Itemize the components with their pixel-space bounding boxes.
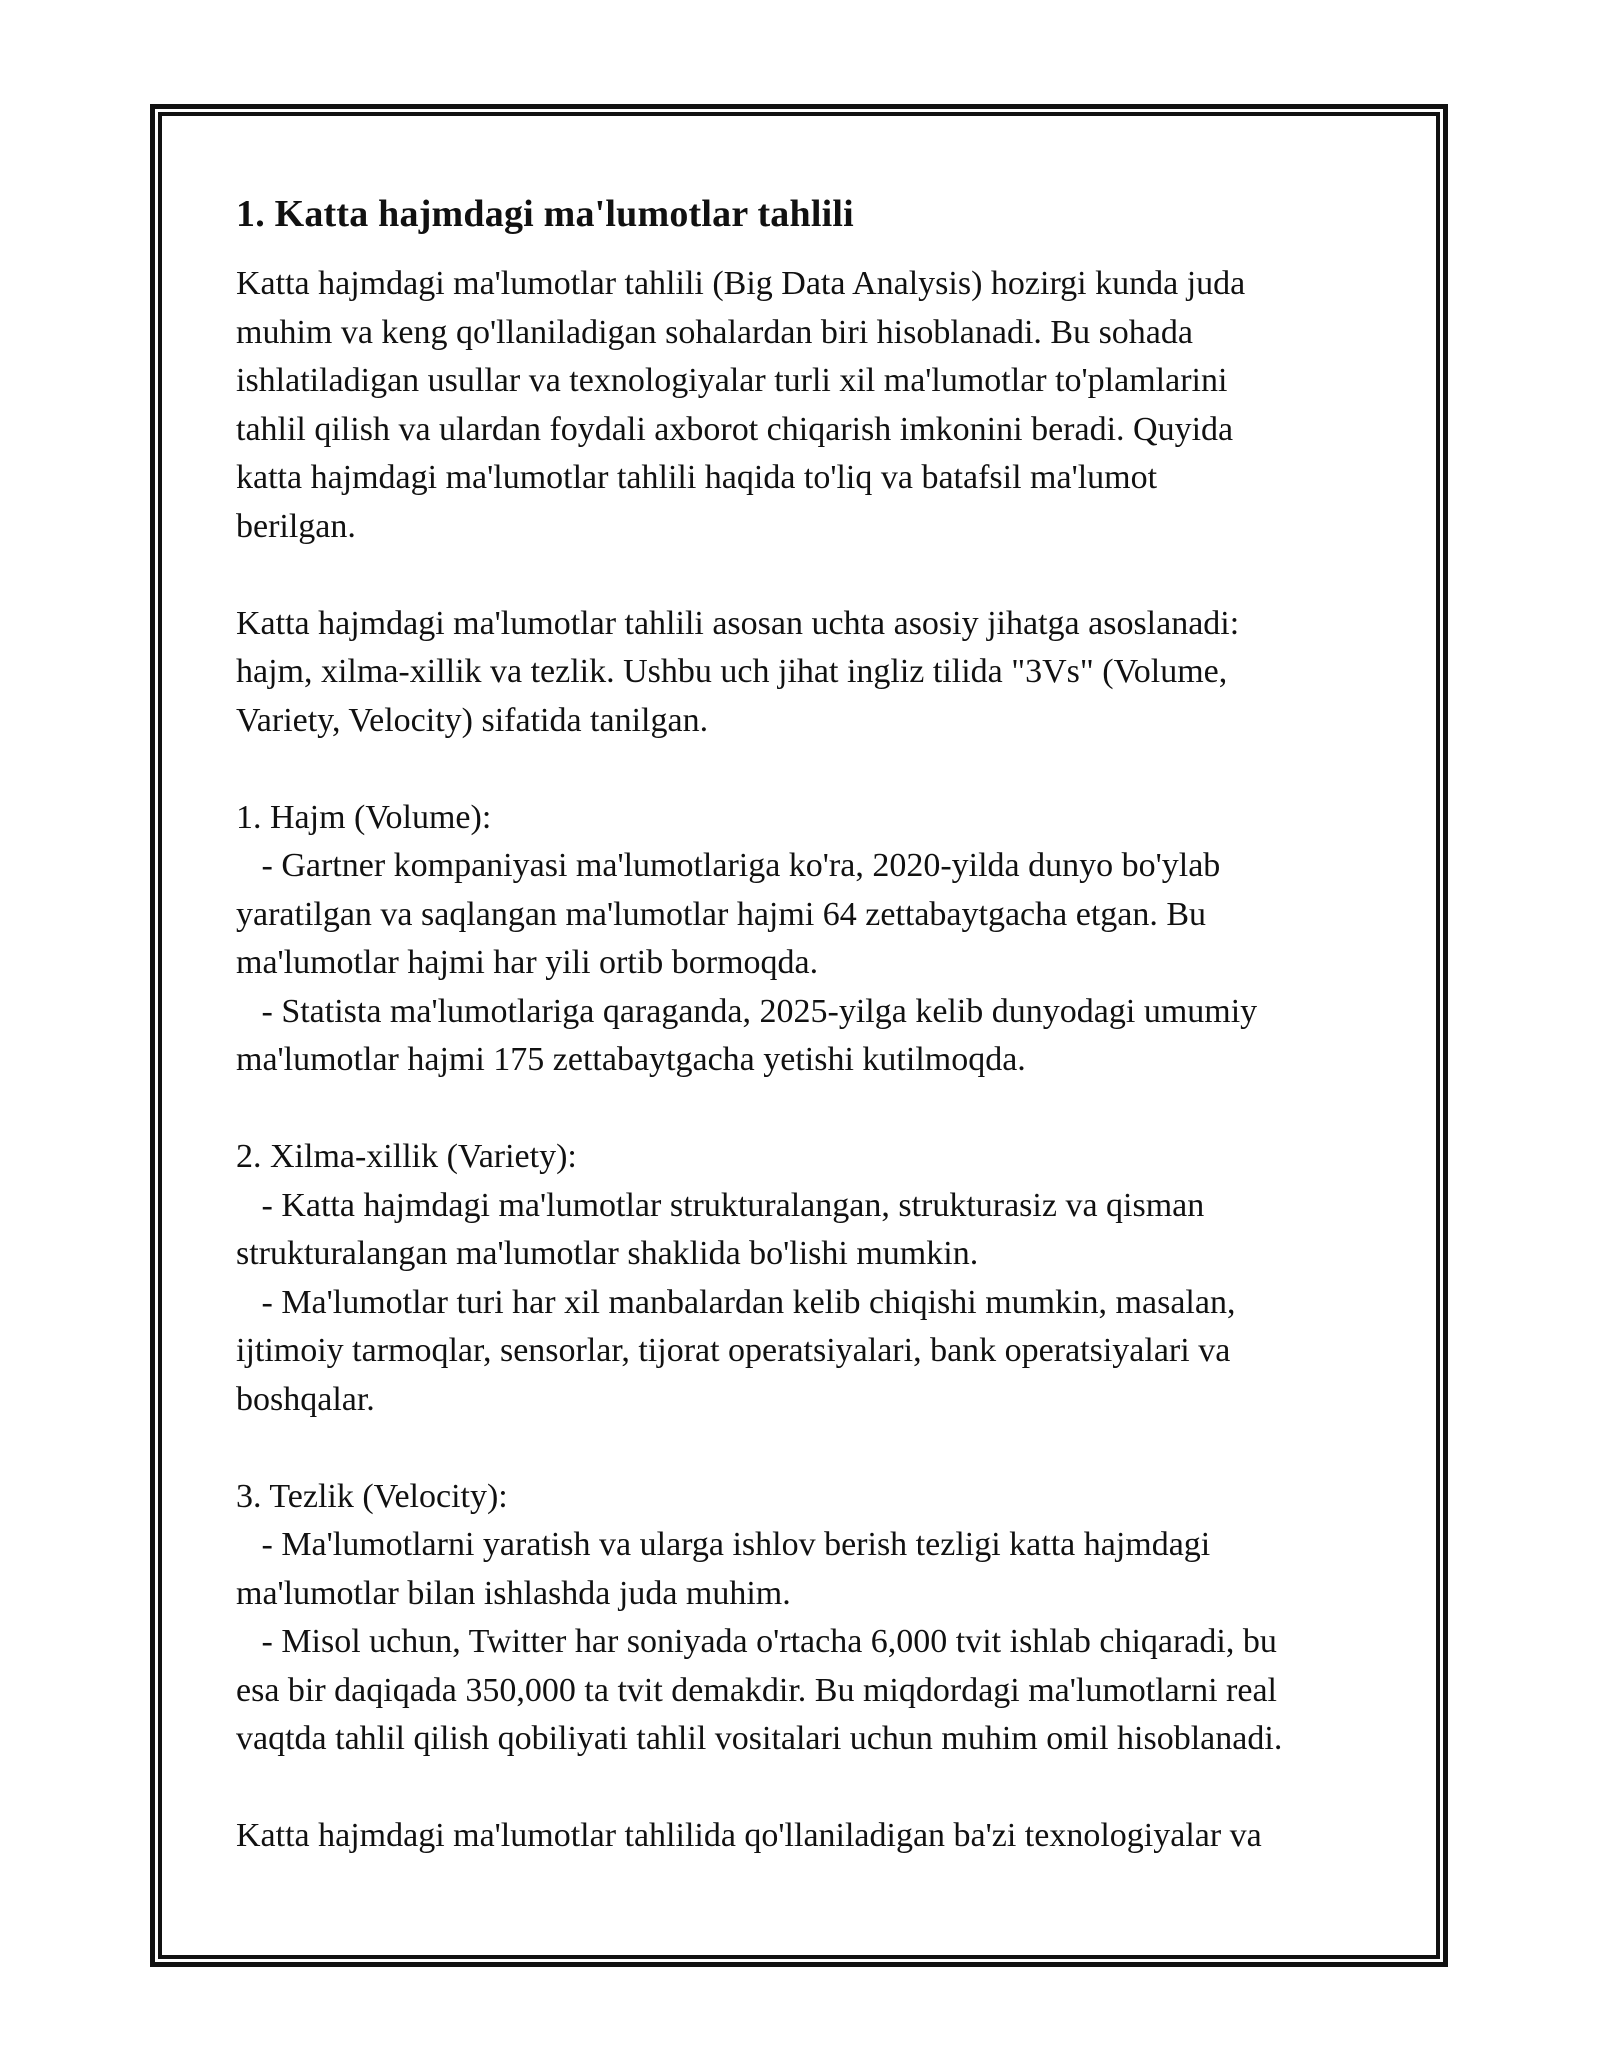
intro-paragraph: Katta hajmdagi ma'lumotlar tahlili (Big Data Analysis) hozirgi kunda juda muhim va keng qo'llaniladigan sohalardan biri hisoblanadi. Bu sohada ishlatiladigan usullar va texnologiyalar turli xil ma'lumotlar to'plamlarini tahlil qilish va ulardan foydali axborot chiqarish imkonini beradi. Quyida katta hajmdagi ma'lumotlar tahlili haqida to'liq va batafsil ma'lumot berilgan. <box>236 265 1246 545</box>
paragraph-list <box>236 260 1376 1861</box>
section-title: 1. Katta hajmdagi ma'lumotlar tahlili <box>236 193 854 235</box>
document-body <box>236 190 1376 1861</box>
variety-paragraph: 2. Xilma-xillik (Variety): - Katta hajmdagi ma'lumotlar strukturalangan, strukturasiz va qisman strukturalangan ma'lumotlar shaklida bo'lishi mumkin. - Ma'lumotlar turi har xil manbalardan kelib chiqishi mumkin, masalan, ijtimoiy tarmoqlar, sensorlar, tijorat operatsiyalari, bank operatsiyalari va boshqalar. <box>236 1138 1236 1418</box>
technologies-paragraph: Katta hajmdagi ma'lumotlar tahlilida qo'llaniladigan ba'zi texnologiyalar va <box>236 1817 1262 1854</box>
volume-paragraph: 1. Hajm (Volume): - Gartner kompaniyasi ma'lumotlariga ko'ra, 2020-yilda dunyo bo'ylab yaratilgan va saqlangan ma'lumotlar hajmi 64 zettabaytgacha etgan. Bu ma'lumotlar hajmi har yili ortib bormoqda. - Statista ma'lumotlariga qaraganda, 2025-yilga kelib dunyodagi umumiy ma'lumotlar hajmi 175 zettabaytgacha yetishi kutilmoqda. <box>236 798 1258 1078</box>
three-vs-paragraph: Katta hajmdagi ma'lumotlar tahlili asosan uchta asosiy jihatga asoslanadi: hajm, xilma-xillik va tezlik. Ushbu uch jihat ingliz tilida "3Vs" (Volume, Variety, Velocity) sifatida tanilgan. <box>236 604 1240 739</box>
velocity-paragraph: 3. Tezlik (Velocity): - Ma'lumotlarni yaratish va ularga ishlov berish tezligi katta hajmdagi ma'lumotlar bilan ishlashda juda muhim. - Misol uchun, Twitter har soniyada o'rtacha 6,000 tvit ishlab chiqaradi, bu esa bir daqiqada 350,000 ta tvit demakdir. Bu miqdordagi ma'lumotlarni real vaqtda tahlil qilish qobiliyati tahlil vositalari uchun muhim omil hisoblanadi. <box>236 1477 1283 1757</box>
